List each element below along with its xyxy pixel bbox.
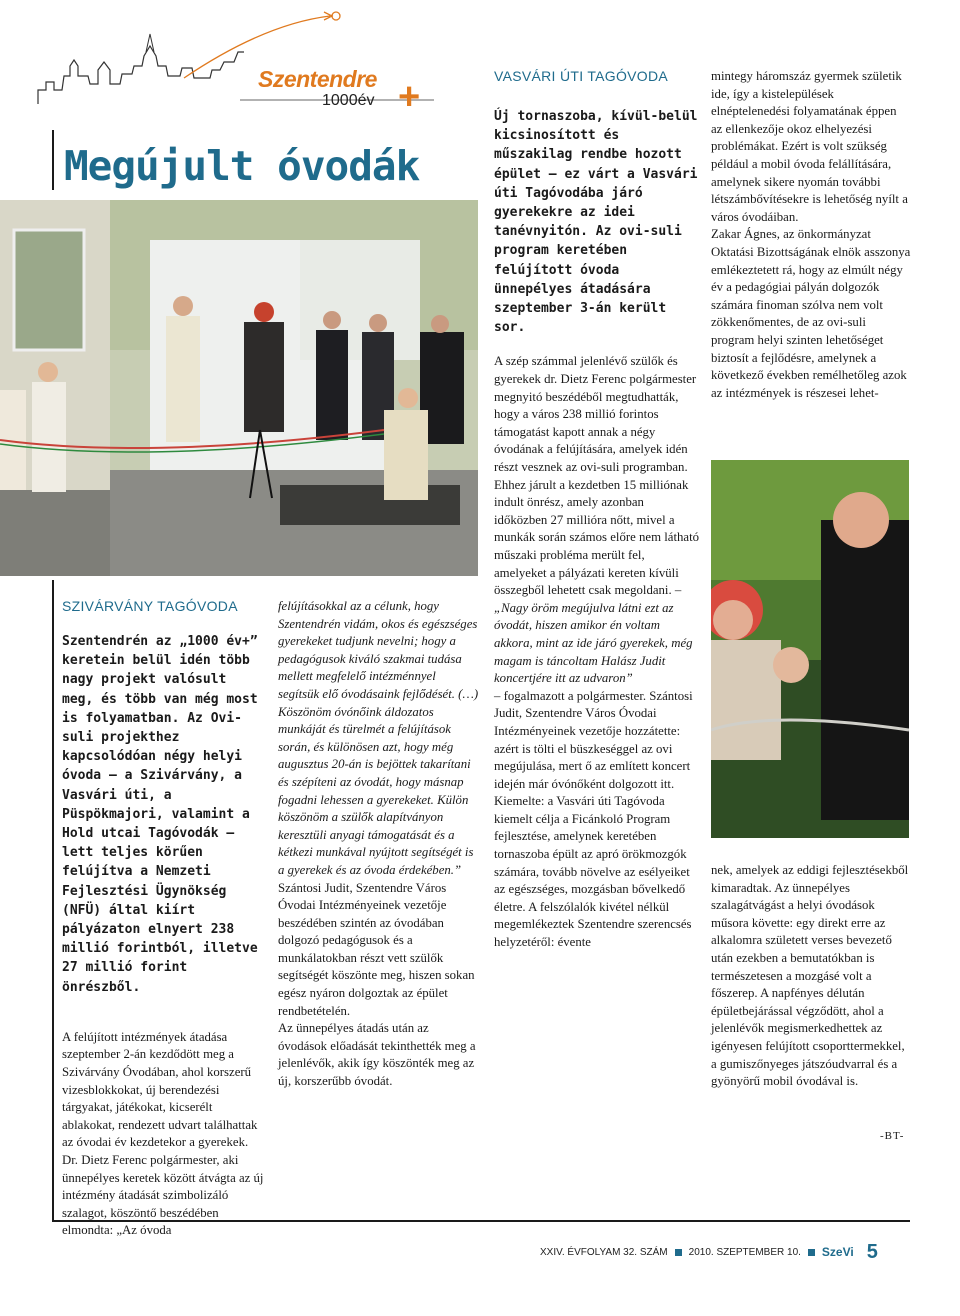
logo-subtitle: 1000év xyxy=(322,92,375,109)
body-paragraph: Az ünnepélyes átadás után az óvodások előadását tekinthették meg a jelenlévők, akik így köszönték meg az új, korszerűbb óvodát. xyxy=(278,1021,476,1089)
logo-plus: + xyxy=(398,76,421,118)
article-column-2 xyxy=(278,598,480,1091)
article-column-4-top xyxy=(711,68,911,402)
body-paragraph: Zakar Ágnes, az önkormányzat Oktatási Bizottságának elnök asszonya emlékeztetett rá, hogy az elmúlt négy év a pedagógiai pályán dolgozók számára finoman szólva nem volt zökkenőmentes, de az ovi-suli program helyi szinten lehetőséget biztosít a fejlődésre, amelynek a következő években remélhetőleg azok az intézmények is részesei lehet- xyxy=(711,227,911,400)
quote-paragraph: felújításokkal az a célunk, hogy Szentendrén vidám, okos és egészséges gyerekeket tudjunk nevelni; hogy a pedagógusok kiváló szakmai tudása mellett megfelelő intézménnyel segítsük elő óvodásaink fejlődését. (…) Köszönöm óvónőink áldozatos munkáját és türelmét a felújítások során, és különösen azt, hogy még augusztus 20-án is bejöttek takarítani és szépíteni az óvodát, hogy másnap fogadni lehessen a gyerekeket. Külön köszönöm a szülők alapítványon keresztüli anyagi támogatását és a kétkezi munkával nyújtott segítségét is a gyerekek és az óvoda érdekében.” xyxy=(278,599,479,877)
body-paragraph: mintegy háromszáz gyermek születik ide, így a kistelepülések elnéptelenedési folyamatának éppen az ellenkezője okoz elhelyezési problémákat. Ezért is volt szükség például a mobil óvoda felállítására, amelynek sikere nyomán további létszámbővítésekre is lehetőség nyílt a város óvodáiban. xyxy=(711,69,908,224)
footer-volume: XXIV. ÉVFOLYAM 32. SZÁM xyxy=(540,1246,668,1258)
page-title: Megújult óvodák xyxy=(64,142,420,190)
section-heading: SZIVÁRVÁNY TAGÓVODA xyxy=(62,598,238,614)
body-paragraph: A szép számmal jelenlévő szülők és gyerekek dr. Dietz Ferenc polgármester megnyitó beszédéből megtudhatták, hogy a város 238 millió forintos támogatást kapott annak a négy óvodának a felújítására, amelyek idén részt vesznek az ovi-suli programban. Ehhez járult a kezdetben 15 milliónak indult önrész, amely azonban időközben 27 millióra nőtt, mivel a munkák során számos előre nem látható műszaki probléma merült fel, amelyeket a pályázati kereten kívüli összegből lehetett csak megoldani. – xyxy=(494,354,700,598)
magazine-name: SzeVi xyxy=(821,1245,854,1259)
article-column-4-bottom xyxy=(711,862,911,1091)
quote-paragraph: „Nagy öröm megújulva látni ezt az óvodát, hiszen amikor én voltam akkora, mint az ide járó gyerekek, még magam is táncoltam Halász Judit koncertjére itt az udvaron” xyxy=(494,600,693,686)
section-heading: VASVÁRI ÚTI TAGÓVODA xyxy=(494,68,669,84)
ribbon-cutting-closeup-photo xyxy=(711,460,909,838)
lead-paragraph: Szentendrén az „1000 év+” keretein belül idén több nagy projekt valósult meg, és több van még most is folyamatban. Az Ovi-suli projekthez kapcsolódóan négy helyi óvoda – a Szivárvány, a Vasvári úti, a Püspökmajori, valamint a Hold utcai Tagóvodák – lett teljes körűen felújítva a Nemzeti Fejlesztési Ügynökség (NFÜ) által kiírt pályázaton elnyert 238 millió forintból, illetve 27 millió forint önrészből. xyxy=(62,634,258,995)
szentendre-1000-ev-logo xyxy=(34,4,434,118)
body-paragraph: Szántosi Judit, Szentendre Város Óvodai Intézményeinek vezetője beszédében szintén az óvodában dolgozó pedagógusok és a munkálatokban részt vett szülők segítségét köszönte meg, hiszen sokan egész nyáron dolgoztak az épület rendbetételén. xyxy=(278,880,475,1018)
page-footer xyxy=(540,1242,930,1262)
ribbon-cutting-photo xyxy=(0,200,478,576)
logo-wordmark: Szentendre xyxy=(258,66,377,92)
page-number: 5 xyxy=(866,1240,878,1263)
body-paragraph: Dr. Dietz Ferenc polgármester, aki ünnepélyes keretek között átvágta az új intézmény átadását szimbolizáló szalagot, köszöntő beszédében elmondta: „Az óvoda xyxy=(62,1153,264,1238)
body-paragraph: – fogalmazott a polgármester. Szántosi Judit, Szentendre Város Óvodai Intézményeinek vezetője hozzátette: azért is tölti el büszkeséggel az ovi megújulása, mert ő az említett koncert idején már óvónőként dolgozott itt. Kiemelte: a Vasvári úti Tagóvoda kiemelt célja a Ficánkoló Program fejlesztése, amelynek keretében tornaszoba épült az apró örökmozgók számára, tovább növelve az esélyeiket az egészséges, mozgásban bővelkedő életre. A felszólalók kivétel nélkül megemlékeztek Szentendre szerencsés helyzetéről: évente xyxy=(494,688,693,950)
body-paragraph: A felújított intézmények átadása szeptember 2-án kezdődött meg a Szivárvány Óvodában, ahol korszerű vizesblokkokat, új berendezési tárgyakat, játékokat, kicserélt ablakokat, rendezett udvart találhattak az óvodai év kezdetekor a gyerekek. xyxy=(62,1029,258,1150)
square-bullet-icon xyxy=(675,1249,682,1256)
footer-date: 2010. SZEPTEMBER 10. xyxy=(688,1246,801,1258)
section-vasvari xyxy=(494,68,700,952)
lead-paragraph: Új tornaszoba, kívül-belül kicsinosított és műszakilag rendbe hozott épület – ez várt a Vasvári úti Tagóvodába járó gyerekekre az idei tanévnyitón. Az ovi-suli program keretében felújított óvoda ünnepélyes átadására szeptember 3-án került sor. xyxy=(494,109,698,336)
section-szivarvany xyxy=(62,598,264,1240)
title-rule xyxy=(52,130,54,190)
author-byline: -BT- xyxy=(880,1130,905,1142)
square-bullet-icon xyxy=(808,1249,815,1256)
left-border-rule xyxy=(52,580,54,1222)
body-paragraph: nek, amelyek az eddigi fejlesztésekből kimaradtak. Az ünnepélyes szalagátvágást a helyi óvodások műsora követte: egy direkt erre az alkalomra született verses bevezető után ezekben a bemutatókban is természetesen a mozgásé volt a főszerep. A napfényes délután épületbejárással végződött, ahol a jelenlévők megismerkedhettek az igényesen felújított csoporttermekkel, a gumiszőnyeges játszóudvarral és a gyönyörű mobil óvodával is. xyxy=(711,863,909,1089)
